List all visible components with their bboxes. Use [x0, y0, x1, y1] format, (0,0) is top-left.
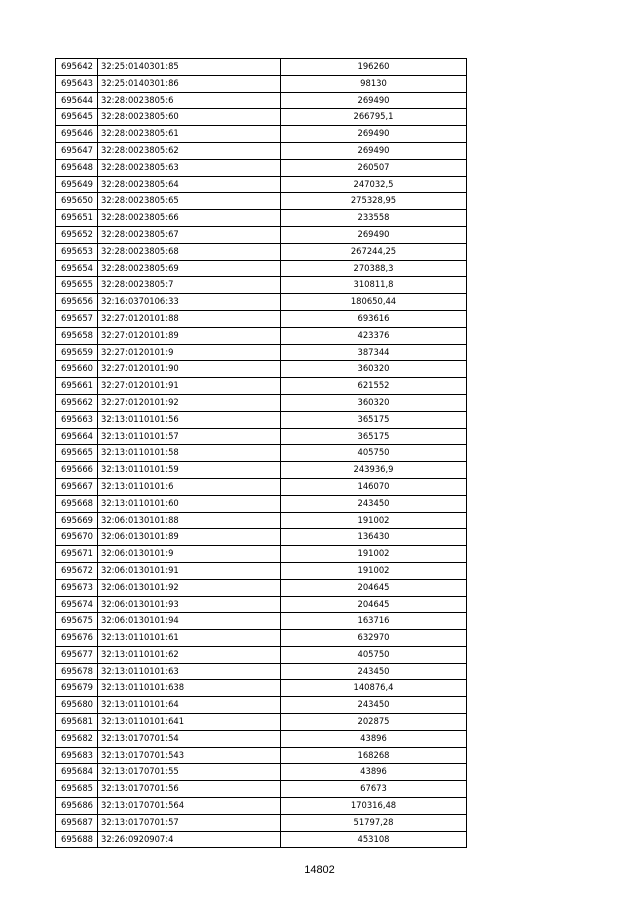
- value-cell: 140876,4: [281, 680, 467, 697]
- row-id-cell: 695655: [56, 277, 98, 294]
- table-row: [56, 243, 467, 260]
- table-row: [56, 75, 467, 92]
- row-id-cell: 695671: [56, 546, 98, 563]
- row-id-cell: 695647: [56, 142, 98, 159]
- table-row: [56, 646, 467, 663]
- value-cell: 266795,1: [281, 109, 467, 126]
- value-cell: 247032,5: [281, 176, 467, 193]
- page-number: 14802: [304, 864, 335, 876]
- row-id-cell: 695661: [56, 378, 98, 395]
- table-row: [56, 798, 467, 815]
- value-cell: 387344: [281, 344, 467, 361]
- cadastral-number-cell: 32:13:0110101:62: [98, 646, 281, 663]
- row-id-cell: 695677: [56, 646, 98, 663]
- row-id-cell: 695679: [56, 680, 98, 697]
- cadastral-number-cell: 32:06:0130101:94: [98, 613, 281, 630]
- table-row: [56, 327, 467, 344]
- row-id-cell: 695649: [56, 176, 98, 193]
- value-cell: 243450: [281, 495, 467, 512]
- table-row: [56, 814, 467, 831]
- value-cell: 204645: [281, 596, 467, 613]
- row-id-cell: 695681: [56, 714, 98, 731]
- value-cell: 191002: [281, 512, 467, 529]
- table-row: [56, 260, 467, 277]
- row-id-cell: 695682: [56, 730, 98, 747]
- table-row: [56, 378, 467, 395]
- cadastral-number-cell: 32:27:0120101:88: [98, 310, 281, 327]
- cadastral-number-cell: 32:28:0023805:6: [98, 92, 281, 109]
- cadastral-number-cell: 32:28:0023805:63: [98, 159, 281, 176]
- table-row: [56, 613, 467, 630]
- cadastral-number-cell: 32:13:0170701:564: [98, 798, 281, 815]
- row-id-cell: 695654: [56, 260, 98, 277]
- table-row: [56, 495, 467, 512]
- value-cell: 168268: [281, 747, 467, 764]
- cadastral-number-cell: 32:27:0120101:92: [98, 394, 281, 411]
- table-row: [56, 294, 467, 311]
- value-cell: 202875: [281, 714, 467, 731]
- value-cell: 269490: [281, 142, 467, 159]
- row-id-cell: 695675: [56, 613, 98, 630]
- row-id-cell: 695643: [56, 75, 98, 92]
- cadastral-number-cell: 32:06:0130101:88: [98, 512, 281, 529]
- cadastral-number-cell: 32:27:0120101:91: [98, 378, 281, 395]
- row-id-cell: 695664: [56, 428, 98, 445]
- row-id-cell: 695660: [56, 361, 98, 378]
- row-id-cell: 695650: [56, 193, 98, 210]
- row-id-cell: 695653: [56, 243, 98, 260]
- value-cell: 43896: [281, 730, 467, 747]
- table-row: [56, 361, 467, 378]
- table-row: [56, 92, 467, 109]
- value-cell: 98130: [281, 75, 467, 92]
- cadastral-number-cell: 32:26:0920907:4: [98, 831, 281, 848]
- table-row: [56, 159, 467, 176]
- value-cell: 146070: [281, 478, 467, 495]
- value-cell: 243936,9: [281, 462, 467, 479]
- row-id-cell: 695684: [56, 764, 98, 781]
- row-id-cell: 695674: [56, 596, 98, 613]
- cadastral-number-cell: 32:06:0130101:92: [98, 579, 281, 596]
- table-row: [56, 529, 467, 546]
- cadastral-number-cell: 32:13:0170701:543: [98, 747, 281, 764]
- row-id-cell: 695662: [56, 394, 98, 411]
- value-cell: 191002: [281, 562, 467, 579]
- value-cell: 260507: [281, 159, 467, 176]
- cadastral-number-cell: 32:28:0023805:60: [98, 109, 281, 126]
- value-cell: 269490: [281, 226, 467, 243]
- cadastral-number-cell: 32:27:0120101:9: [98, 344, 281, 361]
- table-row: [56, 747, 467, 764]
- value-cell: 365175: [281, 428, 467, 445]
- row-id-cell: 695646: [56, 126, 98, 143]
- row-id-cell: 695670: [56, 529, 98, 546]
- table-row: [56, 663, 467, 680]
- value-cell: 453108: [281, 831, 467, 848]
- value-cell: 191002: [281, 546, 467, 563]
- row-id-cell: 695657: [56, 310, 98, 327]
- value-cell: 233558: [281, 210, 467, 227]
- row-id-cell: 695668: [56, 495, 98, 512]
- value-cell: 43896: [281, 764, 467, 781]
- table-row: [56, 697, 467, 714]
- row-id-cell: 695642: [56, 59, 98, 76]
- cadastral-number-cell: 32:28:0023805:67: [98, 226, 281, 243]
- table-row: [56, 109, 467, 126]
- row-id-cell: 695688: [56, 831, 98, 848]
- table-row: [56, 310, 467, 327]
- value-cell: 269490: [281, 126, 467, 143]
- row-id-cell: 695669: [56, 512, 98, 529]
- cadastral-number-cell: 32:28:0023805:61: [98, 126, 281, 143]
- table-body: [56, 59, 467, 848]
- row-id-cell: 695685: [56, 781, 98, 798]
- row-id-cell: 695658: [56, 327, 98, 344]
- cadastral-number-cell: 32:27:0120101:89: [98, 327, 281, 344]
- table-row: [56, 59, 467, 76]
- cadastral-number-cell: 32:16:0370106:33: [98, 294, 281, 311]
- cadastral-number-cell: 32:13:0110101:61: [98, 630, 281, 647]
- cadastral-number-cell: 32:25:0140301:86: [98, 75, 281, 92]
- cadastral-number-cell: 32:13:0110101:59: [98, 462, 281, 479]
- table-row: [56, 462, 467, 479]
- value-cell: 693616: [281, 310, 467, 327]
- row-id-cell: 695686: [56, 798, 98, 815]
- data-table: [55, 58, 467, 848]
- value-cell: 204645: [281, 579, 467, 596]
- table-row: [56, 730, 467, 747]
- row-id-cell: 695667: [56, 478, 98, 495]
- cadastral-number-cell: 32:28:0023805:62: [98, 142, 281, 159]
- value-cell: 310811,8: [281, 277, 467, 294]
- table-row: [56, 210, 467, 227]
- cadastral-number-cell: 32:13:0110101:63: [98, 663, 281, 680]
- cadastral-number-cell: 32:13:0110101:57: [98, 428, 281, 445]
- cadastral-number-cell: 32:06:0130101:93: [98, 596, 281, 613]
- row-id-cell: 695651: [56, 210, 98, 227]
- table-row: [56, 579, 467, 596]
- table-row: [56, 445, 467, 462]
- cadastral-number-cell: 32:13:0110101:58: [98, 445, 281, 462]
- value-cell: 275328,95: [281, 193, 467, 210]
- cadastral-number-cell: 32:28:0023805:68: [98, 243, 281, 260]
- row-id-cell: 695644: [56, 92, 98, 109]
- value-cell: 360320: [281, 394, 467, 411]
- cadastral-number-cell: 32:25:0140301:85: [98, 59, 281, 76]
- table-row: [56, 512, 467, 529]
- value-cell: 365175: [281, 411, 467, 428]
- row-id-cell: 695676: [56, 630, 98, 647]
- table-row: [56, 764, 467, 781]
- cadastral-number-cell: 32:13:0110101:641: [98, 714, 281, 731]
- row-id-cell: 695666: [56, 462, 98, 479]
- table-row: [56, 680, 467, 697]
- value-cell: 405750: [281, 445, 467, 462]
- value-cell: 269490: [281, 92, 467, 109]
- value-cell: 136430: [281, 529, 467, 546]
- value-cell: 180650,44: [281, 294, 467, 311]
- cadastral-number-cell: 32:13:0110101:638: [98, 680, 281, 697]
- value-cell: 270388,3: [281, 260, 467, 277]
- cadastral-number-cell: 32:28:0023805:66: [98, 210, 281, 227]
- table-row: [56, 831, 467, 848]
- cadastral-number-cell: 32:13:0170701:57: [98, 814, 281, 831]
- table-row: [56, 411, 467, 428]
- row-id-cell: 695665: [56, 445, 98, 462]
- row-id-cell: 695659: [56, 344, 98, 361]
- value-cell: 243450: [281, 663, 467, 680]
- value-cell: 423376: [281, 327, 467, 344]
- value-cell: 170316,48: [281, 798, 467, 815]
- table-row: [56, 344, 467, 361]
- table-row: [56, 394, 467, 411]
- cadastral-number-cell: 32:13:0170701:55: [98, 764, 281, 781]
- row-id-cell: 695683: [56, 747, 98, 764]
- row-id-cell: 695680: [56, 697, 98, 714]
- table-row: [56, 562, 467, 579]
- cadastral-number-cell: 32:13:0170701:56: [98, 781, 281, 798]
- table-row: [56, 126, 467, 143]
- value-cell: 621552: [281, 378, 467, 395]
- cadastral-number-cell: 32:13:0170701:54: [98, 730, 281, 747]
- cadastral-number-cell: 32:28:0023805:65: [98, 193, 281, 210]
- cadastral-number-cell: 32:06:0130101:9: [98, 546, 281, 563]
- cadastral-number-cell: 32:28:0023805:64: [98, 176, 281, 193]
- row-id-cell: 695678: [56, 663, 98, 680]
- table-row: [56, 277, 467, 294]
- table-row: [56, 142, 467, 159]
- row-id-cell: 695672: [56, 562, 98, 579]
- value-cell: 196260: [281, 59, 467, 76]
- table-row: [56, 176, 467, 193]
- value-cell: 360320: [281, 361, 467, 378]
- cadastral-number-cell: 32:13:0110101:6: [98, 478, 281, 495]
- row-id-cell: 695656: [56, 294, 98, 311]
- table-row: [56, 630, 467, 647]
- table-row: [56, 226, 467, 243]
- table-row: [56, 596, 467, 613]
- cadastral-number-cell: 32:28:0023805:69: [98, 260, 281, 277]
- cadastral-number-cell: 32:06:0130101:91: [98, 562, 281, 579]
- value-cell: 51797,28: [281, 814, 467, 831]
- value-cell: 267244,25: [281, 243, 467, 260]
- table-row: [56, 428, 467, 445]
- cadastral-number-cell: 32:06:0130101:89: [98, 529, 281, 546]
- row-id-cell: 695645: [56, 109, 98, 126]
- table-row: [56, 546, 467, 563]
- table-row: [56, 781, 467, 798]
- value-cell: 405750: [281, 646, 467, 663]
- table-row: [56, 478, 467, 495]
- row-id-cell: 695652: [56, 226, 98, 243]
- cadastral-number-cell: 32:28:0023805:7: [98, 277, 281, 294]
- row-id-cell: 695673: [56, 579, 98, 596]
- value-cell: 243450: [281, 697, 467, 714]
- cadastral-number-cell: 32:13:0110101:56: [98, 411, 281, 428]
- cadastral-number-cell: 32:13:0110101:60: [98, 495, 281, 512]
- table-row: [56, 714, 467, 731]
- row-id-cell: 695648: [56, 159, 98, 176]
- value-cell: 67673: [281, 781, 467, 798]
- cadastral-number-cell: 32:13:0110101:64: [98, 697, 281, 714]
- table-row: [56, 193, 467, 210]
- cadastral-number-cell: 32:27:0120101:90: [98, 361, 281, 378]
- row-id-cell: 695687: [56, 814, 98, 831]
- row-id-cell: 695663: [56, 411, 98, 428]
- value-cell: 163716: [281, 613, 467, 630]
- value-cell: 632970: [281, 630, 467, 647]
